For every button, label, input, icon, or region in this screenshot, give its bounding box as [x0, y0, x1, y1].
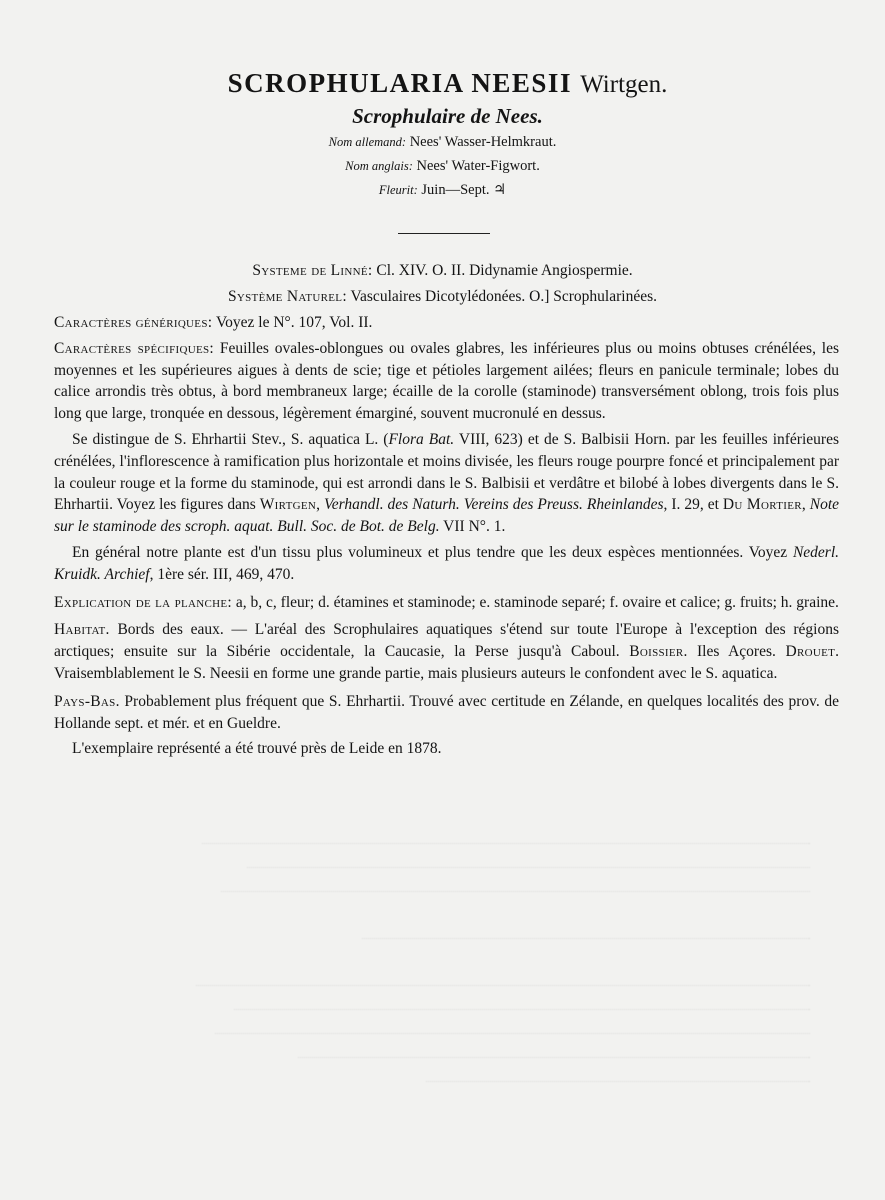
netherlands-value: Probablement plus fréquent que S. Ehrhartii. Trouvé avec certitude en Zélande, en quelques localités des prov. de Hollande sept. et mér. et en Gueldre. [54, 692, 840, 732]
german-name-value: Nees' Wasser-Helmkraut. [409, 134, 557, 150]
habitat-text-2: . Iles Açores. [683, 643, 786, 661]
boissier-author: Boissier [629, 643, 684, 661]
habitat-label: Habitat. [54, 621, 110, 639]
wirtgen-author: Wirtgen [259, 496, 317, 514]
plate-explanation [54, 592, 839, 614]
french-name: Scrophulaire de Nees. [352, 104, 543, 128]
generic-characters-value: Voyez le N°. 107, Vol. II. [215, 314, 373, 331]
distinction-text-4: , I. 29, et [663, 496, 723, 514]
header-divider [398, 233, 490, 234]
natural-system-line [0, 286, 885, 308]
flowering-value: Juin—Sept. ♃ [421, 182, 507, 198]
general-text-2: , 1ère sér. III, 469, 470. [149, 565, 295, 583]
natural-system-value: Vasculaires Dicotylédonées. O.] Scrophularinées. [350, 288, 658, 305]
english-name-line [0, 154, 885, 178]
flowering-label: Fleurit: [378, 183, 418, 197]
german-name-label: Nom allemand: [328, 135, 407, 149]
staminode-note-reference: Note sur le staminode des scroph. aquat. Bull. Soc. de Bot. de Belg. [54, 496, 840, 536]
english-name-label: Nom anglais: [345, 159, 413, 173]
page-title [10, 66, 885, 102]
natural-system-label: Système Naturel: [227, 288, 347, 305]
generic-characters [54, 312, 839, 334]
distinction-text-6: VII N°. 1. [439, 518, 506, 536]
distinction-text-5: , [801, 496, 810, 514]
linne-system-value: Cl. XIV. O. II. Didynamie Angiospermie. [376, 262, 633, 279]
general-paragraph [54, 542, 839, 586]
habitat-text-1: Bords des eaux. — L'aréal des Scrophulaires aquatiques s'étend sur toute l'Europe à l'exception des régions arctiques; ensuite sur la Sibérie occidentale, la Caucasie, la Perse jusqu'à Caboul. [54, 621, 839, 661]
verhandl-reference: Verhandl. des Naturh. Vereins des Preuss. Rheinlandes [324, 496, 664, 514]
generic-characters-label: Caractères génériques: [54, 314, 213, 331]
drouet-author: Drouet [785, 643, 836, 661]
specific-characters-value: Feuilles ovales-oblongues ou ovales glabres, les inférieures plus ou moins obtuses crénélées, les moyennes et les supérieures aigues à dents de scie; tige et pétioles largement ailées; fleurs en panicule terminale; lobes du calice arrondis très obtus, à bord membraneux large; écaille de la corolle (staminode) transversément oblong, trois fois plus long que large, tronquée en dessous, légèrement émarginé, souvent mucronulé en dessus. [54, 339, 839, 423]
english-name-value: Nees' Water-Figwort. [416, 158, 540, 174]
specific-characters [54, 338, 839, 425]
netherlands-paragraph [54, 691, 839, 735]
general-text-1: En général notre plante est d'un tissu plus volumineux et plus tendre que les deux espèces mentionnées. Voyez [72, 543, 793, 561]
distinction-text-2: VIII, 623) et de S. Balbisii Horn. par les feuilles inférieures crénélées, l'inflorescence à ramification plus horizontale et moins divisée, les fleurs rouge pourpre foncé et principalement par la couleur rouge et la forme du staminode, qui est arrondi dans le S. Balbisii et verdâtre et bilobé à lobes divergents dans le S. Ehrhartii. Voyez les figures dans [54, 430, 839, 514]
flowering-line [0, 178, 885, 202]
distinction-text-3: , [316, 496, 324, 514]
habitat-text-3: . Vraisemblablement le S. Neesii en forme une grande partie, mais plusieurs auteurs le confondent avec le S. aquatica. [54, 643, 839, 682]
mortier-author: Du Mortier [722, 496, 802, 514]
linne-system-label: Systeme de Linné: [252, 262, 373, 279]
specimen-note: L'exemplaire représenté a été trouvé près de Leide en 1878. [72, 740, 442, 758]
bleed-through-texture [170, 820, 810, 1082]
species-author: Wirtgen. [580, 71, 668, 98]
distinction-text-1: Se distingue de S. Ehrhartii Stev., S. aquatica L. ( [72, 430, 389, 448]
specific-characters-label: Caractères spécifiques: [54, 339, 215, 357]
kruidk-archief-reference: Nederl. Kruidk. Archief [54, 543, 839, 583]
species-name: SCROPHULARIA NEESII [227, 68, 572, 98]
flora-bat-reference: Flora Bat. [388, 430, 455, 448]
netherlands-label: Pays-Bas. [54, 692, 120, 710]
linne-system-line [0, 260, 885, 282]
description-body [54, 312, 839, 764]
plate-explanation-label: Explication de la planche: [54, 593, 233, 611]
plate-explanation-value: a, b, c, fleur; d. étamines et staminode; e. staminode separé; f. ovaire et calice; g. fruits; h. graine. [235, 593, 839, 611]
page-header [0, 66, 885, 202]
distinction-paragraph [54, 429, 839, 538]
habitat-paragraph [54, 619, 839, 684]
german-name-line [0, 130, 885, 154]
